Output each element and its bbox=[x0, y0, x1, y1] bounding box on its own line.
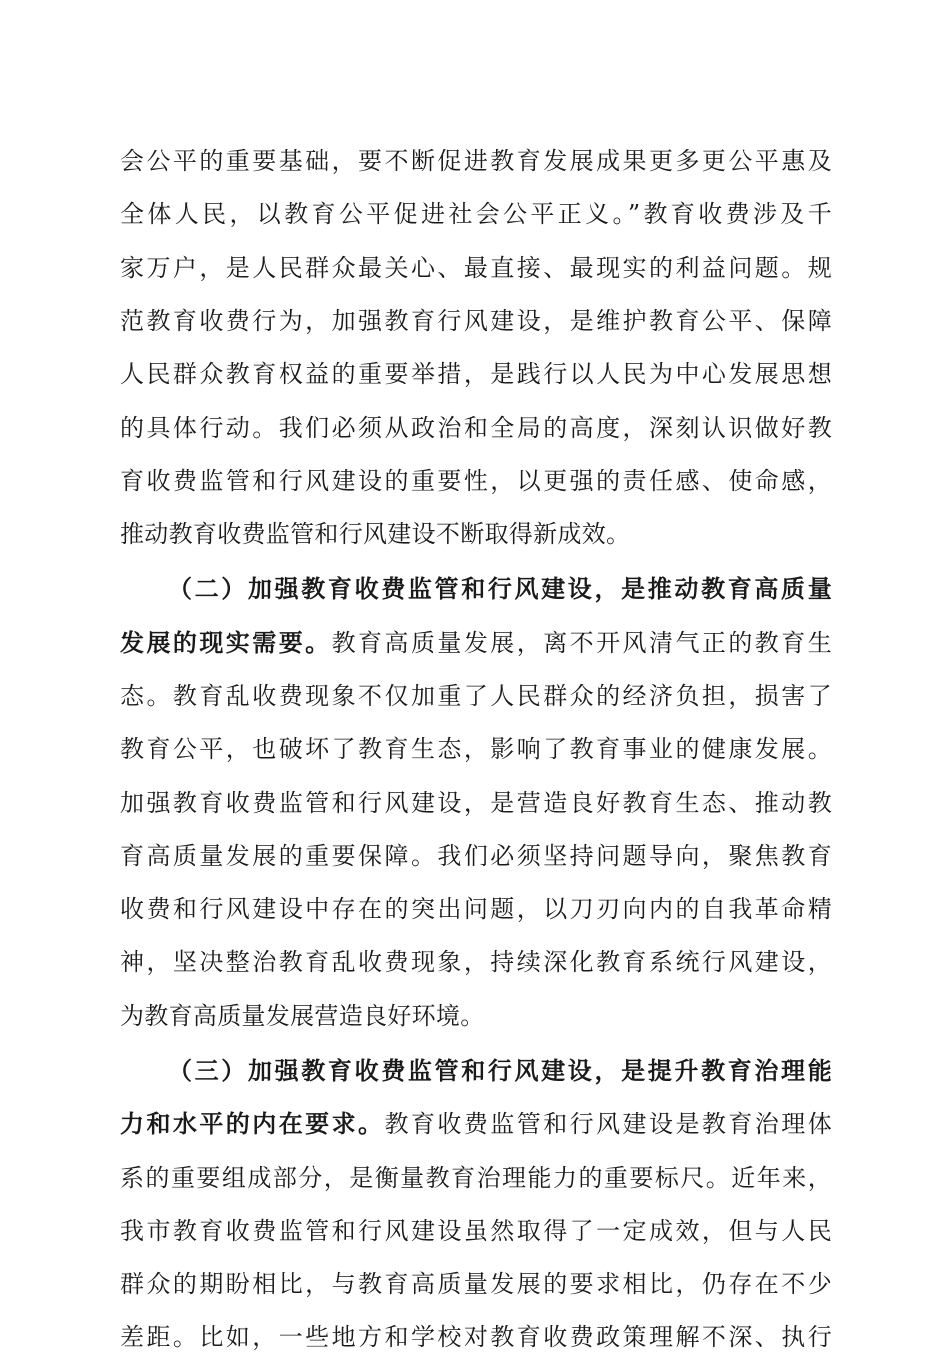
text-line: 教育公平，也破坏了教育生态，影响了教育事业的健康发展。 bbox=[120, 735, 832, 763]
text-line: 为教育高质量发展营造良好环境。 bbox=[120, 1002, 485, 1030]
text-span: 教育高质量发展，离不开风清气正的教育生 bbox=[331, 629, 833, 657]
text-line: 系的重要组成部分，是衡量教育治理能力的重要标尺。近年来， bbox=[120, 1164, 832, 1192]
text-line: 推动教育收费监管和行风建设不断取得新成效。 bbox=[120, 520, 631, 548]
text-line: 加强教育收费监管和行风建设，是营造良好教育生态、推动教 bbox=[120, 789, 832, 817]
section-heading-3-cont: 力和水平的内在要求。 bbox=[120, 1109, 385, 1138]
text-line: 会公平的重要基础，要不断促进教育发展成果更多更公平惠及 bbox=[120, 147, 832, 175]
text-line: 差距。比如，一些地方和学校对教育收费政策理解不深、执行 bbox=[120, 1323, 832, 1351]
text-line: 育高质量发展的重要保障。我们必须坚持问题导向，聚焦教育 bbox=[120, 842, 832, 870]
text-line: 我市教育收费监管和行风建设虽然取得了一定成效，但与人民 bbox=[120, 1217, 832, 1245]
text-line: 神，坚决整治教育乱收费现象，持续深化教育系统行风建设， bbox=[120, 948, 832, 976]
text-line: 范教育收费行为，加强教育行风建设，是维护教育公平、保障 bbox=[120, 307, 832, 335]
section-heading-2-cont: 发展的现实需要。 bbox=[120, 628, 332, 657]
text-line: 群众的期盼相比，与教育高质量发展的要求相比，仍存在不少 bbox=[120, 1270, 832, 1298]
text-line: 人民群众教育权益的重要举措，是践行以人民为中心发展思想 bbox=[120, 360, 832, 388]
text-line: 的具体行动。我们必须从政治和全局的高度，深刻认识做好教 bbox=[120, 414, 832, 442]
section-heading-3: （三）加强教育收费监管和行风建设，是提升教育治理能 bbox=[168, 1056, 832, 1085]
text-span: 教育收费监管和行风建设是教育治理体 bbox=[384, 1110, 832, 1138]
text-line: 育收费监管和行风建设的重要性，以更强的责任感、使命感， bbox=[120, 467, 832, 495]
text-line: 家万户，是人民群众最关心、最直接、最现实的利益问题。规 bbox=[120, 254, 832, 282]
text-line: 收费和行风建设中存在的突出问题，以刀刃向内的自我革命精 bbox=[120, 895, 832, 923]
section-heading-2: （二）加强教育收费监管和行风建设，是推动教育高质量 bbox=[168, 574, 832, 603]
text-line bbox=[120, 1097, 832, 1151]
text-line: 态。教育乱收费现象不仅加重了人民群众的经济负担，损害了 bbox=[120, 682, 832, 710]
text-line bbox=[120, 616, 832, 670]
text-line: 全体人民，以教育公平促进社会公平正义。”教育收费涉及千 bbox=[120, 200, 832, 228]
